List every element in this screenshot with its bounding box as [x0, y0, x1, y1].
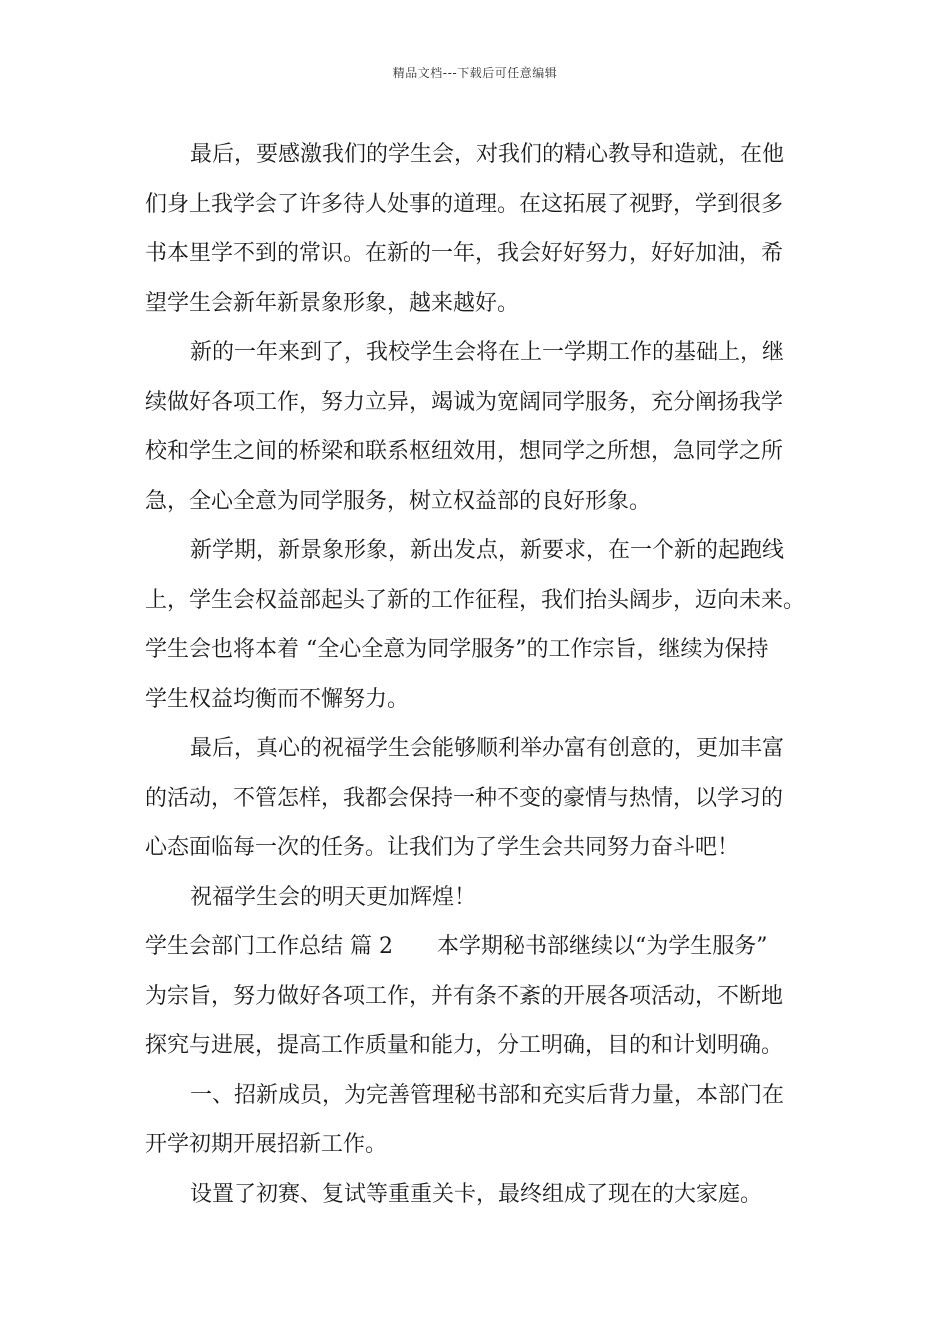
- document-body: [145, 130, 815, 1219]
- paragraph-line: 们身上我学会了许多待人处事的道理。在这拓展了视野，学到很多: [145, 191, 784, 217]
- paragraph-line: 望学生会新年新景象形象，越来越好。: [145, 290, 520, 316]
- paragraph-line: 一、招新成员，为完善管理秘书部和充实后背力量，本部门在: [190, 1082, 785, 1108]
- paragraph-line: 祝福学生会的明天更加辉煌！: [190, 884, 477, 910]
- page-header: 精品文档---下载后可任意编辑: [392, 66, 558, 80]
- section-heading-line: [145, 922, 815, 972]
- paragraph-line: 上，学生会权益部起头了新的工作征程，我们抬头阔步，迈向未来。: [145, 587, 806, 613]
- paragraph-line: 新学期，新景象形象，新出发点，新要求，在一个新的起跑线: [190, 538, 785, 563]
- paragraph-line: 校和学生之间的桥梁和联系枢纽效用，想同学之所想，急同学之所: [145, 439, 784, 464]
- paragraph-line: 开学初期开展招新工作。: [145, 1132, 388, 1157]
- section-first-line: 本学期秘书部继续以“为学生服务”: [436, 934, 768, 959]
- paragraph-line: 书本里学不到的常识。在新的一年，我会好好努力，好好加油，希: [145, 241, 784, 266]
- paragraph-line: 为宗旨，努力做好各项工作，并有条不紊的开展各项活动，不断地: [145, 983, 784, 1009]
- section-title: 学生会部门工作总结 篇 2: [145, 934, 393, 959]
- paragraph-line: 设置了初赛、复试等重重关卡，最终组成了现在的大家庭。: [190, 1181, 763, 1207]
- paragraph-line: 心态面临每一次的任务。让我们为了学生会共同努力奋斗吧！: [145, 835, 740, 860]
- paragraph-line: 最后，要感激我们的学生会，对我们的精心教导和造就，在他: [190, 142, 785, 167]
- paragraph-line: 新的一年来到了，我校学生会将在上一学期工作的基础上，继: [190, 340, 785, 365]
- paragraph-line: 急，全心全意为同学服务，树立权益部的良好形象。: [145, 488, 652, 514]
- paragraph-line: 的活动，不管怎样，我都会保持一种不变的豪情与热情，以学习的: [145, 785, 784, 811]
- paragraph-line: 最后，真心的祝福学生会能够顺利举办富有创意的，更加丰富: [190, 736, 785, 761]
- paragraph-line: 学生权益均衡而不懈努力。: [145, 686, 410, 712]
- paragraph-line: 续做好各项工作，努力立异，竭诚为宽阔同学服务，充分阐扬我学: [145, 389, 784, 415]
- paragraph-line: 学生会也将本着 “全心全意为同学服务”的工作宗旨，继续为保持: [145, 637, 769, 662]
- paragraph-line: 探究与进展，提高工作质量和能力，分工明确，目的和计划明确。: [145, 1033, 784, 1058]
